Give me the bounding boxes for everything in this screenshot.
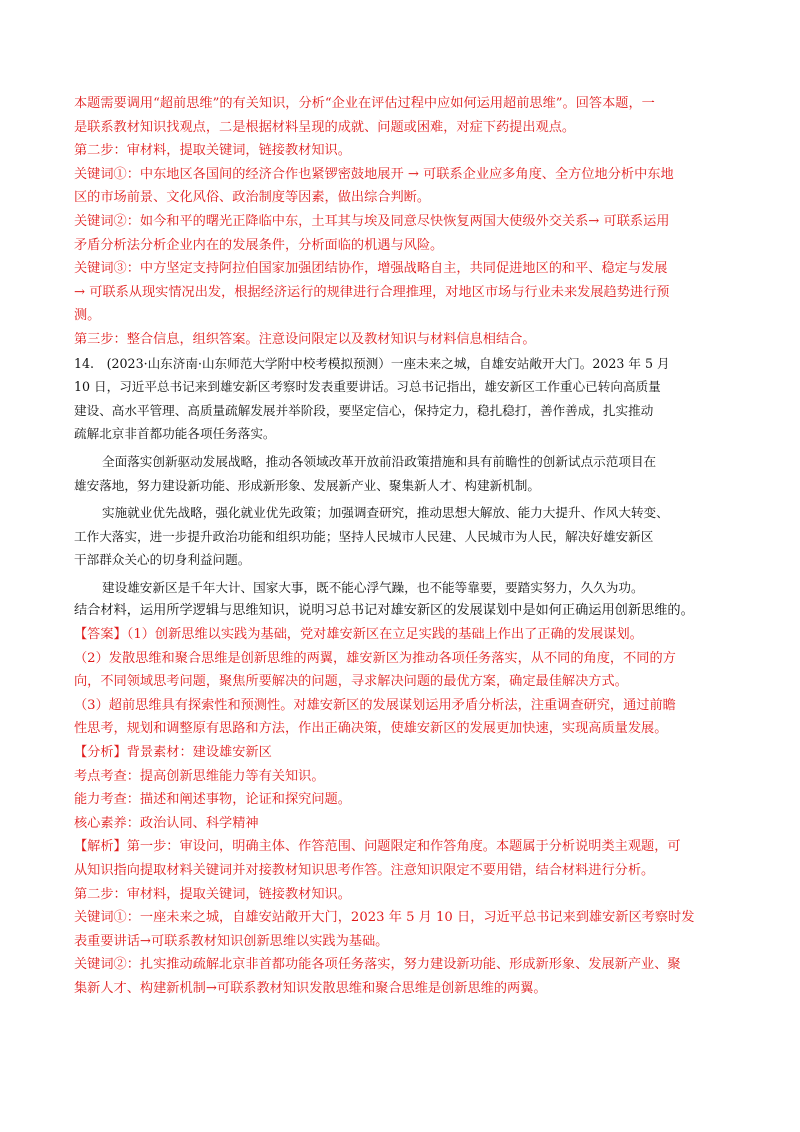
step-two-heading: 第二步：审材料，提取关键词，链接教材知识。 xyxy=(74,143,351,159)
answer-block xyxy=(74,623,726,741)
keyword-3-block xyxy=(74,257,726,328)
question-stem-line: 14. (2023·山东济南·山东师范大学附中校考模拟预测）一座未来之城，自雄安站敞开大门。2023 年 5 月 xyxy=(74,355,670,371)
answer-line: （2）发散思维和聚合思维是创新思维的两翼，雄安新区为推动各项任务落实，从不同的角度，不同的方 xyxy=(74,650,676,666)
explanation-keyword-1: 表重要讲话→可联系教材知识创新思维以实践为基础。 xyxy=(74,933,389,949)
material-paragraph-line: 工作大落实，进一步提升政治功能和组织功能；坚持人民城市人民建、人民城市为人民，解决好雄安新区 xyxy=(74,528,654,544)
material-paragraph-line: 雄安落地，努力建设新功能、形成新形象、发展新产业、聚集新人才、构建新机制。 xyxy=(74,477,540,493)
explanation-line: 从知识指向提取材料关键词并对接教材知识思考作答。注意知识限定不要用错，结合材料进行分析。 xyxy=(74,863,655,878)
explanation-keyword-1: 关键词①：一座未来之城，自雄安站敞开大门，2023 年 5 月 10 日，习近平总书记来到雄安新区考察时发 xyxy=(74,910,695,926)
answer-line: 【答案】（1）创新思维以实践为基础，党对雄安新区在立足实践的基础上作出了正确的发展谋划。 xyxy=(74,627,643,643)
question-stem-line: 建设、高水平管理、高质量疏解发展并举阶段，要坚定信心，保持定力，稳扎稳打，善作善成，扎实推动 xyxy=(74,402,654,418)
analysis-intro xyxy=(74,92,726,139)
fenxi-block xyxy=(74,741,726,835)
analysis-background: 【分析】背景素材：建设雄安新区 xyxy=(74,745,272,761)
question-task: 结合材料，运用所学逻辑与思维知识，说明习总书记对雄安新区的发展谋划中是如何正确运用创新思维的。 xyxy=(74,603,694,619)
text-line: 是联系教材知识找观点，二是根据材料呈现的成就、问题或困难，对症下药提出观点。 xyxy=(74,119,576,135)
analysis-kaodian: 考点考查：提高创新思维能力等有关知识。 xyxy=(74,768,325,784)
keyword-2-block xyxy=(74,210,726,257)
text-line: → 可联系从现实情况出发，根据经济运行的规律进行合理推理，对地区市场与行业未来发展趋势进行预 xyxy=(74,284,670,300)
explanation-step-two: 第二步：审材料，提取关键词，链接教材知识。 xyxy=(74,886,351,902)
explanation-keyword-2: 关键词②：扎实推动疏解北京非首都功能各项任务落实，努力建设新功能、形成新形象、发展新产业、聚 xyxy=(74,957,681,973)
jiexi-block xyxy=(74,835,726,1000)
analysis-suyang: 核心素养：政治认同、科学精神 xyxy=(74,815,259,831)
explanation-keyword-2: 集新人才、构建新机制→可联系教材知识发散思维和聚合思维是创新思维的两翼。 xyxy=(74,980,547,996)
question-14 xyxy=(74,352,726,624)
text-line: 矛盾分析法分析企业内在的发展条件，分析面临的机遇与风险。 xyxy=(74,237,444,253)
text-line: 关键词②：如今和平的曙光正降临中东，土耳其与埃及同意尽快恢复两国大使级外交关系→ 可联系运用 xyxy=(74,213,670,229)
answer-line: 性思考，规划和调整原有思路和方法，作出正确决策，使雄安新区的发展更加快速，实现高质量发展。 xyxy=(74,721,668,737)
text-line: 关键词③：中方坚定支持阿拉伯国家加强团结协作，增强战略自主，共同促进地区的和平、稳定与发展 xyxy=(74,261,668,277)
answer-line: （3）超前思维具有探索性和预测性。对雄安新区的发展谋划运用矛盾分析法，注重调查研究，通过前瞻 xyxy=(74,697,676,713)
question-stem-line: 疏解北京非首都功能各项任务落实。 xyxy=(74,426,276,442)
explanation-line: 【解析】第一步：审设问，明确主体、作答范围、问题限定和作答角度。本题属于分析说明类主观题，可 xyxy=(74,839,681,855)
material-paragraph-line: 干部群众关心的切身利益问题。 xyxy=(74,552,251,568)
answer-line: 向，不同领域思考问题，聚焦所要解决的问题，寻求解决问题的最优方案，确定最佳解决方式。 xyxy=(74,674,628,690)
keyword-1-block xyxy=(74,163,726,210)
analysis-nengli: 能力考查：描述和阐述事物，论证和探究问题。 xyxy=(74,792,351,808)
text-line: 区的市场前景、文化风俗、政治制度等因素，做出综合判断。 xyxy=(74,190,431,206)
question-stem-line: 10 日，习近平总书记来到雄安新区考察时发表重要讲话。习总书记指出，雄安新区工作重心已转向高质量 xyxy=(74,379,661,395)
document-page xyxy=(74,92,726,1001)
text-line: 本题需要调用“超前思维”的有关知识，分析“企业在评估过程中应如何运用超前思维”。回答本题，一 xyxy=(74,96,655,111)
text-line: 测。 xyxy=(74,308,101,324)
material-paragraph-line: 建设雄安新区是千年大计、国家大事，既不能心浮气躁，也不能等靠要，要踏实努力，久久为功。 xyxy=(102,579,644,595)
material-paragraph-line: 全面落实创新驱动发展战略，推动各领域改革开放前沿政策措施和具有前瞻性的创新试点示范项目在 xyxy=(102,453,657,469)
material-paragraph-line: 实施就业优先战略，强化就业优先政策；加强调查研究，推动思想大解放、能力大提升、作风大转变、 xyxy=(102,505,669,521)
text-line: 关键词①：中东地区各国间的经济合作也紧锣密鼓地展开 → 可联系企业应多角度、全方位地分析中东地 xyxy=(74,166,674,182)
step-three-heading: 第三步：整合信息，组织答案。注意设问限定以及教材知识与材料信息相结合。 xyxy=(74,331,536,347)
